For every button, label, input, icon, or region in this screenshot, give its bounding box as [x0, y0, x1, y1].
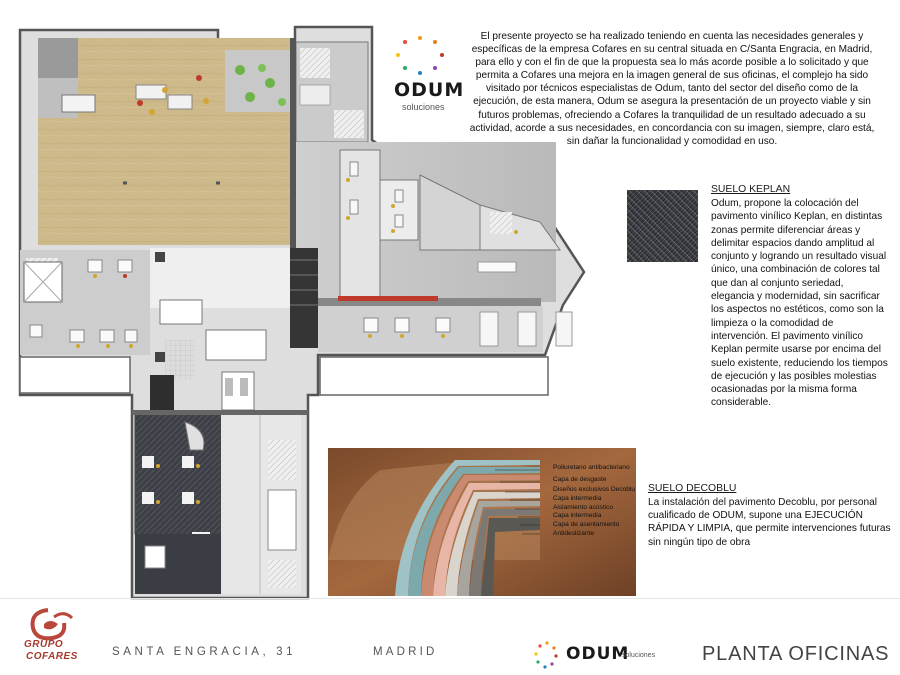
layer-label: Diseños exclusivos Decoblu [553, 486, 636, 493]
layer-label: Capa intermedia [553, 512, 602, 519]
decoblu-description [648, 496, 893, 549]
layer-label: Aislamiento acústico [553, 504, 614, 511]
keplan-swatch [627, 190, 698, 262]
decoblu-text-highlight: EJECUCIÓN RÁPIDA Y LIMPIA [648, 510, 863, 535]
cofares-logo-line2: COFARES [26, 651, 78, 662]
cofares-logo [18, 605, 90, 663]
layer-label: Capa de desgaste [553, 476, 607, 483]
layer-label: Capa intermedia [553, 495, 602, 502]
odum-logo-footer [532, 640, 682, 670]
decoblu-title: SUELO DECOBLU [648, 483, 737, 494]
page-title: PLANTA OFICINAS [702, 643, 890, 665]
footer-divider [0, 598, 900, 599]
keplan-description: Odum, propone la colocación del pavimento vinílico Keplan, en distintas zonas permite diferenciar áreas y delimitar espacios dando amplitud al conjunto y logrando un resultado visual único, una combinación de colores tal que dan al conjunto seriedad, elegancia y modernidad, sin sacrificar los aspectos no estéticos, como son la limpieza o la comodidad de intervención. El pavimento vinílico Keplan permite usarse por encima del suelo existente, reduciendo los tiempos de ejecución y las posibles molestias ocasionadas por la misma forma considerable. [711, 198, 888, 409]
odum-logo-footer-name: ODUM [566, 644, 630, 664]
footer-city: MADRID [373, 646, 438, 658]
layer-label: Antideslizante [553, 530, 595, 537]
footer-address: SANTA ENGRACIA, 31 [112, 646, 297, 658]
odum-logo [392, 32, 465, 116]
decoblu-text-2: , que permite intervenciones futuras sin ningún tipo de obra [648, 523, 891, 548]
cofares-logo-line1: GRUPO [24, 639, 64, 650]
layer-label: Poliuretano antibacteriano [553, 464, 630, 471]
layer-label: Capa de asentamiento [553, 521, 620, 528]
odum-logo-footer-sub: soluciones [622, 652, 656, 659]
decoblu-text-1: La instalación del pavimento Decoblu, por personal cualificado de ODUM, supone una [648, 497, 877, 522]
intro-text: El presente proyecto se ha realizado teniendo en cuenta las necesidades generales y específicas de la empresa Cofares en su central situada en C/Santa Engracia, en Madrid, para ello y con el fin de que la propuesta sea lo más acorde posible a lo solicitado y que permita a Cofares una mejora en la imagen general de sus oficinas, el complejo ha sido visitado por técnicos especialistas de Odum, tanto del sector del diseño como de la ejecución, de esta manera, Odum se asegura la presentación de un proyecto viable y sin futuros problemas, ofreciendo a Cofares la tranquilidad de un resultado adecuado a su actividad, acorde a sus necesidades, en concordancia con su imagen, siempre, claro está, sin dañar la funcionalidad y comodidad en uso. [469, 31, 875, 147]
keplan-title: SUELO KEPLAN [711, 184, 791, 195]
odum-logo-sub: soluciones [402, 102, 445, 112]
odum-logo-name: ODUM [394, 79, 465, 101]
intro-paragraph [462, 30, 882, 148]
